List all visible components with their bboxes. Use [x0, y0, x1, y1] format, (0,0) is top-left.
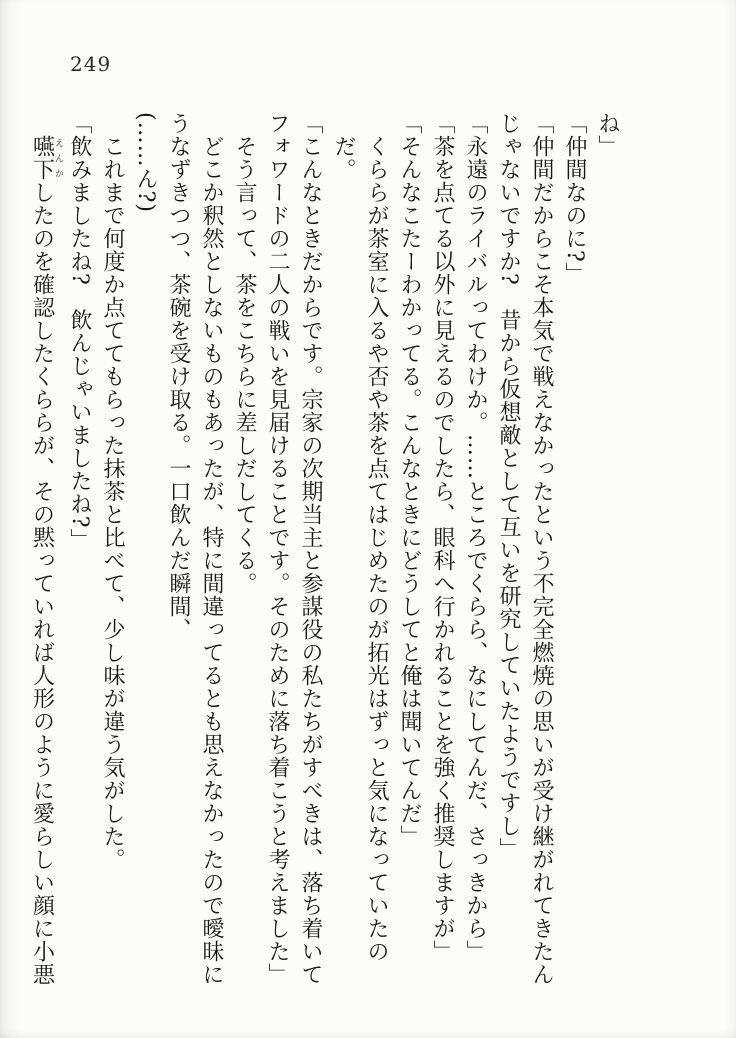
text-line: 「永遠のライバルってわけか。……ところでくらら、なにしてんだ、さっきから」: [463, 112, 488, 963]
text-line: 「仲間なのに?」: [562, 112, 587, 286]
text-line: ね」: [595, 112, 620, 158]
text-line: 「仲間だからこそ本気で戦えなかったという不完全燃焼の思いが受け継がれてきたん: [529, 112, 554, 986]
text-line: そう言って、茶をこちらに差しだしてくる。: [232, 135, 257, 595]
text-line: 「茶を点てる以外に見えるのでしたら、眼科へ行かれることを強く推奨しますが」: [430, 112, 455, 963]
vertical-text-block: [26, 112, 625, 996]
text-line: フォワードの二人の戦いを見届けることです。そのために落ち着こうと考えました」: [265, 112, 290, 986]
text-line: くららが茶室に入るや否や茶を点てはじめたのが拓光はずっと気になっていたのだ。: [331, 135, 389, 963]
text-line: 「こんなときだからです。宗家の次期当主と参謀役の私たちがすべきは、落ち着いて: [298, 112, 323, 986]
ruby-annotation: 嚥下えんか: [29, 135, 63, 181]
text-line: (……ん?): [133, 112, 158, 213]
page-number: 249: [70, 52, 112, 76]
text-line: じゃないですか? 昔から仮想敵として互いを研究していたようですし」: [496, 112, 521, 861]
text-line: これまで何度か点ててもらった抹茶と比べて、少し味が違う気がした。: [100, 135, 125, 871]
text-line: 嚥下えんかしたのを確認したくららが、その黙っていれば人形のように愛らしい顔に小悪: [29, 135, 63, 986]
text-line: 「そんなこたーわかってる。こんなときにどうしてと俺は聞いてんだ」: [397, 112, 422, 848]
text-line: 「飲みましたね? 飲んじゃいましたね?」: [67, 112, 92, 552]
text-line: うなずきつつ、茶碗を受け取る。一口飲んだ瞬間、: [166, 112, 191, 641]
text-line: どこか釈然としないものもあったが、特に間違ってるとも思えなかったので曖昧に: [199, 135, 224, 986]
